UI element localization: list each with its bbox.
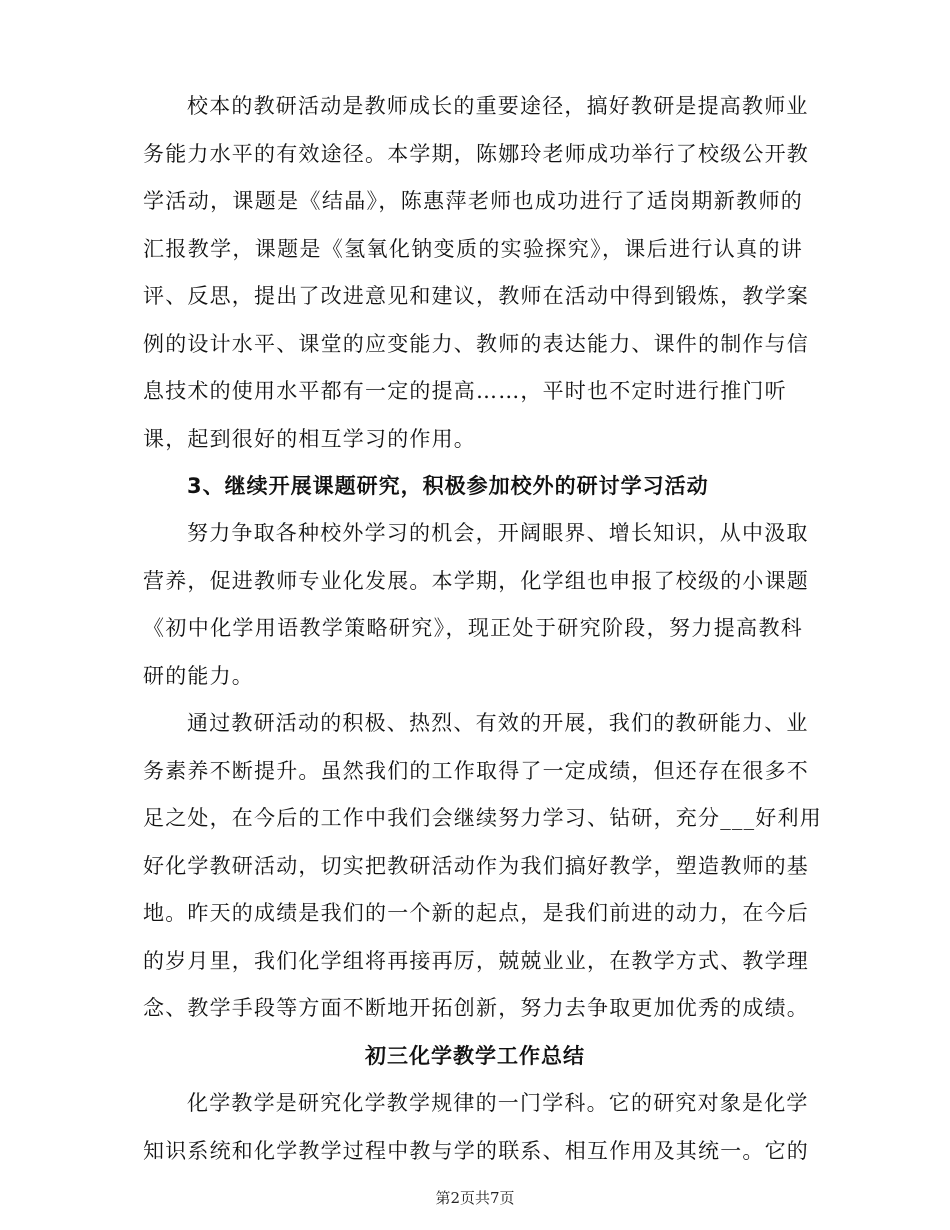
paragraph-3-line-7: 念、教学手段等方面不断地开拓创新，努力去争取更加优秀的成绩。 xyxy=(143,996,809,1020)
paragraph-1-line-1: 校本的教研活动是教师成长的重要途径，搞好教研是提高教师业 xyxy=(187,94,809,118)
page-footer: 第2页共7页 xyxy=(435,1189,515,1207)
paragraph-3-line-2: 务素养不断提升。虽然我们的工作取得了一定成绩，但还存在很多不 xyxy=(143,759,809,783)
paragraph-3-line-1: 通过教研活动的积极、热烈、有效的开展，我们的教研能力、业 xyxy=(187,711,809,735)
paragraph-1-line-5: 评、反思，提出了改进意见和建议，教师在活动中得到锻炼，教学案 xyxy=(143,284,809,308)
paragraph-2-line-4: 研的能力。 xyxy=(143,664,254,688)
paragraph-2-line-3: 《初中化学用语教学策略研究》，现正处于研究阶段，努力提高教科 xyxy=(143,616,803,640)
section-title: 初三化学教学工作总结 xyxy=(365,1044,585,1068)
paragraph-2-line-1: 努力争取各种校外学习的机会，开阔眼界、增长知识，从中汲取 xyxy=(187,521,809,545)
paragraph-3-line-5: 地。昨天的成绩是我们的一个新的起点，是我们前进的动力，在今后 xyxy=(143,901,809,925)
paragraph-4-line-2: 知识系统和化学教学过程中教与学的联系、相互作用及其统一。它的 xyxy=(143,1139,809,1163)
paragraph-1-line-8: 课，起到很好的相互学习的作用。 xyxy=(143,427,476,451)
paragraph-1-line-6: 例的设计水平、课堂的应变能力、教师的表达能力、课件的制作与信 xyxy=(143,332,809,356)
paragraph-1-line-7: 息技术的使用水平都有一定的提高……，平时也不定时进行推门听 xyxy=(143,379,787,403)
paragraph-4-line-1: 化学教学是研究化学教学规律的一门学科。它的研究对象是化学 xyxy=(187,1091,809,1115)
section-heading-3: 3、继续开展课题研究，积极参加校外的研讨学习活动 xyxy=(187,474,709,498)
paragraph-3-line-4: 好化学教研活动，切实把教研活动作为我们搞好教学，塑造教师的基 xyxy=(143,854,809,878)
paragraph-3-line-6: 的岁月里，我们化学组将再接再厉，兢兢业业，在教学方式、教学理 xyxy=(143,949,809,973)
paragraph-1-line-3: 学活动，课题是《结晶》，陈惠萍老师也成功进行了适岗期新教师的 xyxy=(143,189,803,213)
paragraph-1-line-4: 汇报教学，课题是《氢氧化钠变质的实验探究》，课后进行认真的讲 xyxy=(143,237,803,261)
paragraph-1-line-2: 务能力水平的有效途径。本学期，陈娜玲老师成功举行了校级公开教 xyxy=(143,142,809,166)
paragraph-2-line-2: 营养，促进教师专业化发展。本学期，化学组也申报了校级的小课题 xyxy=(143,569,809,593)
paragraph-3-line-3: 足之处，在今后的工作中我们会继续努力学习、钻研，充分___好利用 xyxy=(143,806,822,830)
